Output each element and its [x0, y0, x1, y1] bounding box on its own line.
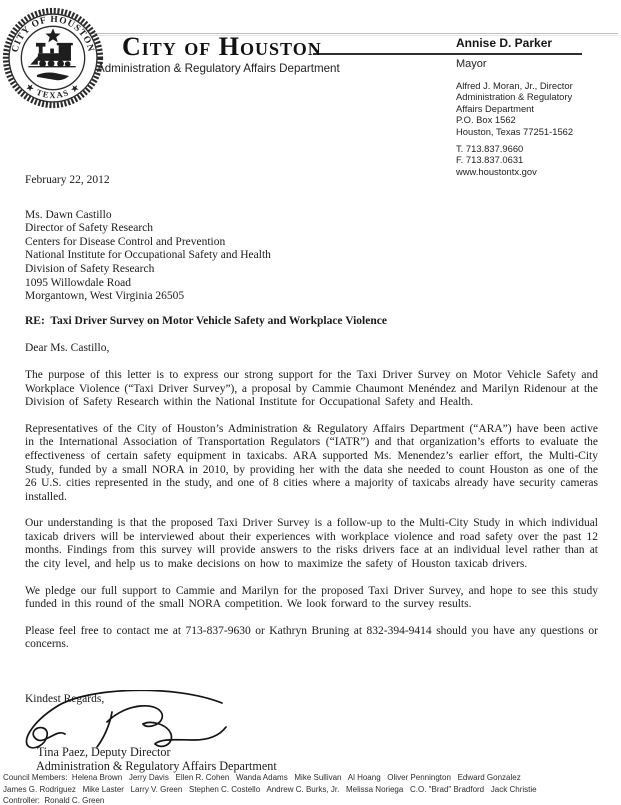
page-title: City of Houston	[122, 32, 322, 61]
website-url: www.houstontx.gov	[456, 165, 537, 177]
footer-controller-line: Controller: Ronald C. Green	[3, 796, 105, 805]
footer-council-line-2: James G. Rodriguez Mike Laster Larry V. Green Stephen C. Costello Andrew C. Burks, Jr. Melissa Noriega C.O. "Brad" Bradford Jack Christie	[3, 784, 537, 794]
signature-icon	[14, 690, 264, 752]
recipient-address	[25, 209, 598, 304]
seal-plow-icon	[37, 72, 69, 80]
fax-number: F. 713.837.0631	[456, 154, 524, 166]
director-line: P.O. Box 1562	[456, 114, 516, 126]
recipient-line: Ms. Dawn Castillo	[25, 208, 112, 221]
body-paragraph-3: Our understanding is that the proposed Taxi Driver Survey is a follow-up to the Multi-City Study in which individual taxicab drivers will be interviewed about their experiences with workplace violence and road safety over the past 12 months. Findings from this survey will provide answers to the risks drivers face at an individual level rather than at the city level, and help us to make decisions on how to maximize the safety of Houston taxicab drivers.	[25, 517, 598, 571]
director-line: Affairs Department	[456, 102, 534, 114]
seal-locomotive-icon	[28, 43, 75, 67]
department-subtitle: Administration & Regulatory Affairs Department	[97, 62, 340, 75]
body-paragraph-2: Representatives of the City of Houston’s Administration & Regulatory Affairs Department (“ARA”) have been active in the International Association of Transportation Regulators (“IATR”) and that organization’s efforts to evaluate the effectiveness of certain safety equipment in taxicabs. ARA supported Ms. Menendez’s earlier effort, the Multi-City Study, funded by a small NORA in 2010, by providing her with the data she needed to count Houston as one of the 26 U.S. cities represented in the study, and one of 8 cities where a majority of taxicabs already have security cameras installed.	[25, 422, 598, 503]
mayor-title: Mayor	[456, 58, 487, 70]
body-paragraph-4: We pledge our full support to Cammie and Marilyn for the proposed Taxi Driver Survey, and hope to see this study funded in this round of the small NORA competition. We look forward to the survey results.	[25, 584, 598, 611]
recipient-line: National Institute for Occupational Safety and Health	[25, 249, 271, 262]
body-paragraph-1: The purpose of this letter is to express our strong support for the Taxi Driver Survey on Motor Vehicle Safety and Workplace Violence (“Taxi Driver Survey”), a proposal by Cammie Chaumont Menéndez and Marilyn Ridenour at the Division of Safety Research within the National Institute for Occupational Safety and Health.	[25, 368, 598, 409]
seal-star-icon	[45, 28, 60, 42]
seal-top-text: CITY OF HOUSTON	[10, 14, 96, 54]
footer-council-line-1: Council Members: Helena Brown Jerry Davis Ellen R. Cohen Wanda Adams Mike Sullivan Al Hoang Oliver Pennington Edward Gonzalez	[3, 773, 521, 782]
director-line: Houston, Texas 77251-1562	[456, 125, 574, 137]
recipient-line: Division of Safety Research	[25, 262, 155, 275]
body-paragraph-5: Please feel free to contact me at 713-837-9630 or Kathryn Bruning at 832-394-9414 should you have any questions or concerns.	[25, 624, 598, 651]
recipient-line: Director of Safety Research	[25, 222, 154, 235]
signer-name: Tina Paez, Deputy Director	[37, 745, 171, 759]
director-line: Alfred J. Moran, Jr., Director	[456, 80, 573, 91]
houston-seal-icon	[1, 6, 105, 110]
contact-block	[456, 143, 537, 177]
salutation: Dear Ms. Castillo,	[25, 342, 110, 355]
recipient-line: Morgantown, West Virginia 26505	[25, 290, 185, 303]
director-address-block	[456, 80, 573, 137]
letter-date: February 22, 2012	[25, 174, 110, 186]
mayor-name: Annise D. Parker	[456, 36, 553, 50]
page-footer	[3, 772, 619, 805]
phone-number: T. 713.837.9660	[456, 143, 524, 154]
seal-bottom-text: ★ TEXAS ★	[24, 81, 82, 101]
recipient-line: Centers for Disease Control and Prevention	[25, 235, 226, 248]
letter-body	[25, 174, 598, 652]
header-divider-dark	[313, 53, 582, 55]
director-line: Administration & Regulatory	[456, 91, 573, 103]
subject-line: RE: Taxi Driver Survey on Motor Vehicle Safety and Workplace Violence	[25, 314, 387, 327]
signer-department: Administration & Regulatory Affairs Department	[36, 759, 277, 773]
recipient-line: 1095 Willowdale Road	[25, 276, 132, 289]
closing-phrase: Kindest Regards,	[25, 693, 105, 705]
